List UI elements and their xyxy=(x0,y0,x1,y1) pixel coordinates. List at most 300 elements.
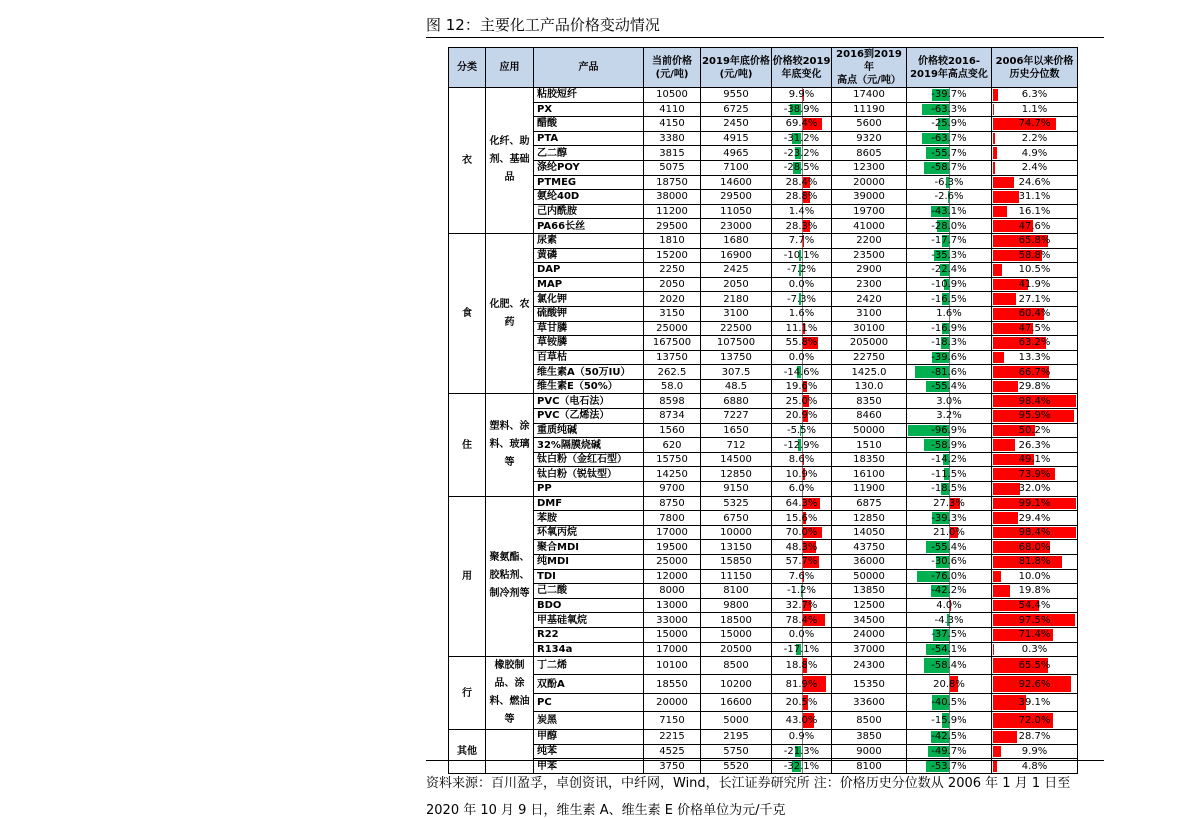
change-vs-2019-cell xyxy=(772,409,832,424)
current-price: 33000 xyxy=(644,613,701,628)
header-high-2016-2019: 2016到2019年 高点（元/吨） xyxy=(832,48,907,88)
percentile-bar-label: 41.9% xyxy=(1019,279,1051,290)
table-row xyxy=(449,146,1078,161)
percentile-bar xyxy=(993,731,1017,743)
percentile-bar xyxy=(993,89,998,101)
change-vs-2019-cell xyxy=(772,394,832,409)
current-price: 11200 xyxy=(644,204,701,219)
change-vs-2019-cell xyxy=(772,321,832,336)
end2019-price: 1650 xyxy=(701,423,772,438)
end2019-price: 3100 xyxy=(701,306,772,321)
change-vs-2019-cell xyxy=(772,336,832,351)
table-row xyxy=(449,219,1078,234)
current-price: 9700 xyxy=(644,482,701,497)
end2019-price: 107500 xyxy=(701,336,772,351)
percentile-cell xyxy=(992,350,1078,365)
percentile-cell xyxy=(992,306,1078,321)
end2019-price: 14500 xyxy=(701,452,772,467)
high-price: 41000 xyxy=(832,219,907,234)
percentile-bar-label: 28.7% xyxy=(1019,731,1051,742)
percentile-bar-label: 10.5% xyxy=(1019,264,1051,275)
percentile-bar xyxy=(993,352,1004,364)
end2019-price: 9150 xyxy=(701,482,772,497)
end2019-price: 10200 xyxy=(701,675,772,693)
product-name: 氯化钾 xyxy=(534,292,644,307)
change-vs-2019-bar-label: -31.2% xyxy=(784,133,819,144)
change-vs-high-cell xyxy=(907,496,992,511)
end2019-price: 7227 xyxy=(701,409,772,424)
change-vs-high-cell xyxy=(907,438,992,453)
product-name: 丁二烯 xyxy=(534,657,644,675)
end2019-price: 6750 xyxy=(701,511,772,526)
percentile-bar-label: 54.4% xyxy=(1019,600,1051,611)
end2019-price: 5000 xyxy=(701,711,772,729)
product-name: 氨纶40D xyxy=(534,190,644,205)
end2019-price: 23000 xyxy=(701,219,772,234)
percentile-cell xyxy=(992,569,1078,584)
change-vs-2019-cell xyxy=(772,102,832,117)
percentile-bar-label: 2.4% xyxy=(1022,162,1047,173)
percentile-cell xyxy=(992,160,1078,175)
top-rule xyxy=(426,37,1104,38)
product-name: 草甘膦 xyxy=(534,321,644,336)
percentile-bar-label: 29.4% xyxy=(1019,513,1051,524)
change-vs-high-bar-label: -55.4% xyxy=(931,542,966,553)
high-price: 1425.0 xyxy=(832,365,907,380)
change-vs-2019-bar-label: 20.5% xyxy=(786,697,818,708)
current-price: 15000 xyxy=(644,627,701,642)
change-vs-high-cell xyxy=(907,730,992,745)
change-vs-2019-cell xyxy=(772,292,832,307)
percentile-cell xyxy=(992,175,1078,190)
change-vs-2019-cell xyxy=(772,131,832,146)
current-price: 13000 xyxy=(644,598,701,613)
high-price: 2420 xyxy=(832,292,907,307)
change-vs-2019-bar-label: -7.2% xyxy=(787,264,816,275)
percentile-bar xyxy=(993,133,995,145)
percentile-cell xyxy=(992,423,1078,438)
change-vs-2019-cell xyxy=(772,744,832,759)
current-price: 38000 xyxy=(644,190,701,205)
product-name: PTA xyxy=(534,131,644,146)
end2019-price: 9550 xyxy=(701,88,772,103)
percentile-bar-label: 47.6% xyxy=(1019,221,1051,232)
price-table xyxy=(448,47,1078,774)
change-vs-2019-bar-label: 7.6% xyxy=(789,571,814,582)
category-cell: 其他 xyxy=(449,730,486,774)
application-cell: 塑料、涂料、玻璃等 xyxy=(486,394,534,496)
source-note: 资料来源：百川盈孚，卓创资讯，中纤网，Wind，长江证券研究所 注：价格历史分位数从 2006 年 1 月 1 日至 xyxy=(426,772,1070,791)
change-vs-high-cell xyxy=(907,248,992,263)
percentile-bar-label: 6.3% xyxy=(1022,89,1047,100)
percentile-cell xyxy=(992,744,1078,759)
current-price: 25000 xyxy=(644,555,701,570)
percentile-cell xyxy=(992,219,1078,234)
table-row xyxy=(449,306,1078,321)
percentile-bar-label: 95.9% xyxy=(1019,410,1051,421)
change-vs-2019-cell xyxy=(772,657,832,675)
change-vs-2019-cell xyxy=(772,277,832,292)
product-name: PTMEG xyxy=(534,175,644,190)
bottom-rule xyxy=(426,760,1104,761)
change-vs-2019-bar-label: -14.6% xyxy=(784,367,819,378)
percentile-bar-label: 71.4% xyxy=(1019,629,1051,640)
change-vs-2019-bar-label: 9.9% xyxy=(789,89,814,100)
percentile-bar-label: 72.0% xyxy=(1019,715,1051,726)
table-row xyxy=(449,730,1078,745)
change-vs-2019-cell xyxy=(772,263,832,278)
percentile-bar-label: 16.1% xyxy=(1019,206,1051,217)
table-row xyxy=(449,190,1078,205)
percentile-cell xyxy=(992,277,1078,292)
change-vs-2019-cell xyxy=(772,627,832,642)
end2019-price: 2180 xyxy=(701,292,772,307)
change-vs-2019-bar-label: 20.9% xyxy=(786,410,818,421)
change-vs-2019-bar-label: 32.7% xyxy=(786,600,818,611)
table-row xyxy=(449,613,1078,628)
product-name: PA66长丝 xyxy=(534,219,644,234)
end2019-price: 14600 xyxy=(701,175,772,190)
table-row xyxy=(449,584,1078,599)
current-price: 18550 xyxy=(644,675,701,693)
percentile-cell xyxy=(992,525,1078,540)
current-price: 14250 xyxy=(644,467,701,482)
change-vs-high-cell xyxy=(907,642,992,657)
percentile-cell xyxy=(992,711,1078,729)
current-price: 8734 xyxy=(644,409,701,424)
change-vs-high-bar-label: -18.3% xyxy=(931,337,966,348)
percentile-bar-label: 60.4% xyxy=(1019,308,1051,319)
end2019-price: 6880 xyxy=(701,394,772,409)
current-price: 7800 xyxy=(644,511,701,526)
product-name: 甲苯 xyxy=(534,759,644,774)
figure-title: 图 12：主要化工产品价格变动情况 xyxy=(426,14,660,35)
product-name: 聚合MDI xyxy=(534,540,644,555)
change-vs-high-cell xyxy=(907,306,992,321)
change-vs-high-cell xyxy=(907,627,992,642)
current-price: 17000 xyxy=(644,525,701,540)
change-vs-2019-cell xyxy=(772,569,832,584)
product-name: 黄磷 xyxy=(534,248,644,263)
percentile-cell xyxy=(992,584,1078,599)
current-price: 4110 xyxy=(644,102,701,117)
percentile-cell xyxy=(992,102,1078,117)
product-name: R22 xyxy=(534,627,644,642)
percentile-cell xyxy=(992,321,1078,336)
change-vs-2019-cell xyxy=(772,204,832,219)
end2019-price: 4915 xyxy=(701,131,772,146)
percentile-bar-label: 4.8% xyxy=(1022,761,1047,772)
change-vs-high-bar-label: -43.1% xyxy=(931,206,966,217)
change-vs-high-cell xyxy=(907,675,992,693)
percentile-cell xyxy=(992,438,1078,453)
change-vs-high-cell xyxy=(907,584,992,599)
end2019-price: 5325 xyxy=(701,496,772,511)
application-cell: 橡胶制品、涂料、燃油等 xyxy=(486,657,534,730)
percentile-cell xyxy=(992,675,1078,693)
percentile-bar-label: 92.6% xyxy=(1019,679,1051,690)
high-price: 17400 xyxy=(832,88,907,103)
high-price: 130.0 xyxy=(832,379,907,394)
high-price: 11900 xyxy=(832,482,907,497)
percentile-cell xyxy=(992,627,1078,642)
high-price: 34500 xyxy=(832,613,907,628)
change-vs-high-bar-label: -58.9% xyxy=(931,440,966,451)
percentile-cell xyxy=(992,657,1078,675)
percentile-cell xyxy=(992,482,1078,497)
table-row xyxy=(449,540,1078,555)
percentile-bar xyxy=(993,381,1018,393)
header-product: 产品 xyxy=(534,48,644,88)
change-vs-2019-cell xyxy=(772,693,832,711)
current-price: 2050 xyxy=(644,277,701,292)
end2019-price: 12850 xyxy=(701,467,772,482)
product-name: 甲醇 xyxy=(534,730,644,745)
percentile-bar-label: 24.6% xyxy=(1019,177,1051,188)
percentile-cell xyxy=(992,248,1078,263)
table-row xyxy=(449,336,1078,351)
change-vs-2019-cell xyxy=(772,675,832,693)
source-note-continued: 2020 年 10 月 9 日，维生素 A、维生素 E 价格单位为元/千克 xyxy=(426,799,785,818)
percentile-cell xyxy=(992,233,1078,248)
end2019-price: 11150 xyxy=(701,569,772,584)
change-vs-2019-bar-label: -23.2% xyxy=(784,148,819,159)
change-vs-high-bar-label: 27.3% xyxy=(933,498,965,509)
percentile-bar-label: 98.4% xyxy=(1019,527,1051,538)
high-price: 2200 xyxy=(832,233,907,248)
product-name: 苯胺 xyxy=(534,511,644,526)
change-vs-2019-bar-label: -1.2% xyxy=(787,585,816,596)
header-change-vs-2019: 价格较2019 年底变化 xyxy=(772,48,832,88)
category-cell: 食 xyxy=(449,233,486,394)
change-vs-2019-bar-label: -17.1% xyxy=(784,644,819,655)
change-vs-high-bar-label: 1.6% xyxy=(936,308,961,319)
current-price: 3750 xyxy=(644,759,701,774)
table-row xyxy=(449,204,1078,219)
percentile-cell xyxy=(992,88,1078,103)
change-vs-2019-cell xyxy=(772,555,832,570)
high-price: 20000 xyxy=(832,175,907,190)
change-vs-high-bar-label: 20.8% xyxy=(933,679,965,690)
change-vs-2019-cell xyxy=(772,88,832,103)
percentile-bar-label: 10.0% xyxy=(1019,571,1051,582)
header-category: 分类 xyxy=(449,48,486,88)
change-vs-high-bar-label: -17.7% xyxy=(931,235,966,246)
end2019-price: 8500 xyxy=(701,657,772,675)
change-vs-2019-bar-label: 28.8% xyxy=(786,191,818,202)
application-cell: 化肥、农药 xyxy=(486,233,534,394)
header-percentile: 2006年以来价格 历史分位数 xyxy=(992,48,1078,88)
percentile-bar-label: 63.2% xyxy=(1019,337,1051,348)
end2019-price: 307.5 xyxy=(701,365,772,380)
change-vs-2019-bar-label: 19.6% xyxy=(786,381,818,392)
end2019-price: 15850 xyxy=(701,555,772,570)
product-name: PVC（电石法） xyxy=(534,394,644,409)
change-vs-2019-bar-label: 57.7% xyxy=(786,556,818,567)
percentile-bar-label: 66.7% xyxy=(1019,367,1051,378)
change-vs-2019-cell xyxy=(772,146,832,161)
category-cell: 行 xyxy=(449,657,486,730)
category-cell: 住 xyxy=(449,394,486,496)
percentile-bar-label: 31.1% xyxy=(1019,191,1051,202)
change-vs-high-bar-label: -58.7% xyxy=(931,162,966,173)
percentile-bar-label: 27.1% xyxy=(1019,294,1051,305)
percentile-bar-label: 99.1% xyxy=(1019,498,1051,509)
table-row xyxy=(449,511,1078,526)
product-name: 己二酸 xyxy=(534,584,644,599)
header-change-vs-high: 价格较2016- 2019年高点变化 xyxy=(907,48,992,88)
end2019-price: 13150 xyxy=(701,540,772,555)
percentile-bar-label: 26.3% xyxy=(1019,440,1051,451)
change-vs-2019-cell xyxy=(772,730,832,745)
product-name: 涤纶POY xyxy=(534,160,644,175)
current-price: 10500 xyxy=(644,88,701,103)
current-price: 12000 xyxy=(644,569,701,584)
table-row xyxy=(449,233,1078,248)
high-price: 13850 xyxy=(832,584,907,599)
change-vs-2019-cell xyxy=(772,525,832,540)
end2019-price: 10000 xyxy=(701,525,772,540)
table-row xyxy=(449,350,1078,365)
application-cell xyxy=(486,730,534,774)
change-vs-high-bar-label: -63.7% xyxy=(931,133,966,144)
end2019-price: 16600 xyxy=(701,693,772,711)
product-name: 双酚A xyxy=(534,675,644,693)
high-price: 8605 xyxy=(832,146,907,161)
table-row xyxy=(449,693,1078,711)
change-vs-high-bar-label: -30.6% xyxy=(931,556,966,567)
table-row xyxy=(449,394,1078,409)
percentile-bar-label: 29.8% xyxy=(1019,381,1051,392)
percentile-cell xyxy=(992,409,1078,424)
change-vs-high-cell xyxy=(907,467,992,482)
percentile-bar xyxy=(993,483,1020,495)
current-price: 13750 xyxy=(644,350,701,365)
change-vs-2019-bar-label: -21.3% xyxy=(784,746,819,757)
current-price: 2215 xyxy=(644,730,701,745)
high-price: 2900 xyxy=(832,263,907,278)
change-vs-2019-cell xyxy=(772,642,832,657)
percentile-bar-label: 13.3% xyxy=(1019,352,1051,363)
high-price: 24300 xyxy=(832,657,907,675)
product-name: 环氧丙烷 xyxy=(534,525,644,540)
change-vs-high-cell xyxy=(907,711,992,729)
table-row xyxy=(449,175,1078,190)
change-vs-high-cell xyxy=(907,409,992,424)
change-vs-2019-bar-label: 81.9% xyxy=(786,679,818,690)
table-row xyxy=(449,525,1078,540)
table-row xyxy=(449,467,1078,482)
change-vs-2019-cell xyxy=(772,438,832,453)
current-price: 15200 xyxy=(644,248,701,263)
percentile-bar xyxy=(993,206,1007,218)
category-cell: 衣 xyxy=(449,88,486,234)
current-price: 2020 xyxy=(644,292,701,307)
change-vs-2019-bar-label: -5.5% xyxy=(787,425,816,436)
current-price: 4525 xyxy=(644,744,701,759)
end2019-price: 29500 xyxy=(701,190,772,205)
current-price: 1560 xyxy=(644,423,701,438)
application-cell: 聚氨酯、胶粘剂、制冷剂等 xyxy=(486,496,534,657)
current-price: 8000 xyxy=(644,584,701,599)
high-price: 16100 xyxy=(832,467,907,482)
percentile-bar-label: 65.8% xyxy=(1019,235,1051,246)
percentile-bar-label: 0.3% xyxy=(1022,644,1047,655)
product-name: 尿素 xyxy=(534,233,644,248)
change-vs-2019-cell xyxy=(772,160,832,175)
change-vs-high-bar-label: -58.4% xyxy=(931,660,966,671)
high-price: 8100 xyxy=(832,759,907,774)
end2019-price: 22500 xyxy=(701,321,772,336)
high-price: 8460 xyxy=(832,409,907,424)
change-vs-high-cell xyxy=(907,263,992,278)
change-vs-2019-cell xyxy=(772,482,832,497)
product-name: TDI xyxy=(534,569,644,584)
change-vs-high-bar-label: -42.2% xyxy=(931,585,966,596)
change-vs-high-cell xyxy=(907,569,992,584)
change-vs-2019-bar-label: 7.7% xyxy=(789,235,814,246)
end2019-price: 5750 xyxy=(701,744,772,759)
change-vs-2019-cell xyxy=(772,379,832,394)
change-vs-2019-cell xyxy=(772,584,832,599)
table-row xyxy=(449,452,1078,467)
change-vs-high-bar-label: -11.5% xyxy=(931,469,966,480)
high-price: 19700 xyxy=(832,204,907,219)
product-name: DAP xyxy=(534,263,644,278)
table-row xyxy=(449,642,1078,657)
table-row xyxy=(449,423,1078,438)
product-name: 维生素E（50%） xyxy=(534,379,644,394)
current-price: 5075 xyxy=(644,160,701,175)
percentile-bar-label: 50.2% xyxy=(1019,425,1051,436)
change-vs-high-bar-label: -76.0% xyxy=(931,571,966,582)
change-vs-2019-cell xyxy=(772,190,832,205)
current-price: 262.5 xyxy=(644,365,701,380)
change-vs-high-bar-label: -42.5% xyxy=(931,731,966,742)
table-row xyxy=(449,744,1078,759)
change-vs-2019-cell xyxy=(772,365,832,380)
table-row xyxy=(449,482,1078,497)
change-vs-high-bar-label: -55.4% xyxy=(931,381,966,392)
end2019-price: 2450 xyxy=(701,117,772,132)
change-vs-high-cell xyxy=(907,233,992,248)
change-vs-high-bar-label: -96.9% xyxy=(931,425,966,436)
percentile-bar xyxy=(993,293,1016,305)
change-vs-2019-cell xyxy=(772,598,832,613)
change-vs-high-cell xyxy=(907,598,992,613)
percentile-bar xyxy=(993,439,1015,451)
high-price: 43750 xyxy=(832,540,907,555)
high-price: 15350 xyxy=(832,675,907,693)
change-vs-2019-bar-label: 25.0% xyxy=(786,396,818,407)
high-price: 9320 xyxy=(832,131,907,146)
change-vs-2019-cell xyxy=(772,711,832,729)
current-price: 20000 xyxy=(644,693,701,711)
percentile-bar xyxy=(993,264,1002,276)
end2019-price: 712 xyxy=(701,438,772,453)
current-price: 10100 xyxy=(644,657,701,675)
change-vs-high-cell xyxy=(907,146,992,161)
change-vs-high-bar-label: -39.7% xyxy=(931,89,966,100)
change-vs-2019-bar-label: 28.4% xyxy=(786,177,818,188)
current-price: 1810 xyxy=(644,233,701,248)
high-price: 23500 xyxy=(832,248,907,263)
high-price: 22750 xyxy=(832,350,907,365)
product-name: 维生素A（50万IU） xyxy=(534,365,644,380)
change-vs-2019-bar-label: -7.3% xyxy=(787,294,816,305)
change-vs-high-cell xyxy=(907,525,992,540)
change-vs-high-bar-label: -25.9% xyxy=(931,118,966,129)
